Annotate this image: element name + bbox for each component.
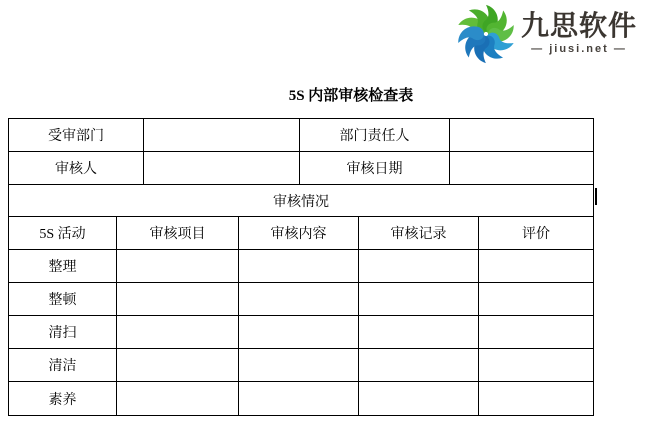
cell-shitsuke-item[interactable]	[117, 382, 239, 415]
table-row-seiso	[9, 316, 593, 349]
cell-seiketsu-content[interactable]	[239, 349, 359, 382]
table-row-seiton	[9, 283, 593, 316]
table-row-seiketsu	[9, 349, 593, 382]
table-row-seiri	[9, 250, 593, 283]
auditor-label: 审核人	[9, 152, 144, 185]
audit-date-label: 审核日期	[300, 152, 450, 185]
cell-seiso-evaluation[interactable]	[479, 316, 593, 349]
pinwheel-swirl-icon	[454, 3, 518, 65]
page-title: 5S 内部审核检查表	[288, 88, 414, 104]
audited-dept-value[interactable]	[144, 119, 300, 152]
cell-seiri-record[interactable]	[359, 250, 479, 283]
info-row-1	[9, 119, 593, 152]
col-header-5s-activity: 5S 活动	[9, 217, 117, 250]
activity-label-seiketsu: 清洁	[9, 349, 117, 382]
audit-status-section-header: 审核情况	[9, 185, 593, 217]
col-header-audit-content: 审核内容	[239, 217, 359, 250]
col-header-evaluation: 评价	[479, 217, 593, 250]
activity-label-seiton: 整顿	[9, 283, 117, 316]
audit-date-value[interactable]	[450, 152, 593, 185]
cell-seiketsu-evaluation[interactable]	[479, 349, 593, 382]
logo-brand-name: 九思软件	[521, 10, 638, 41]
table-row-shitsuke	[9, 382, 593, 415]
cell-seiton-record[interactable]	[359, 283, 479, 316]
col-header-audit-record: 审核记录	[359, 217, 479, 250]
cell-shitsuke-content[interactable]	[239, 382, 359, 415]
cell-seiton-content[interactable]	[239, 283, 359, 316]
cell-seiton-evaluation[interactable]	[479, 283, 593, 316]
dept-head-label: 部门责任人	[300, 119, 450, 152]
activity-label-seiso: 清扫	[9, 316, 117, 349]
activity-label-seiri: 整理	[9, 250, 117, 283]
text-cursor	[595, 188, 597, 205]
audited-dept-label: 受审部门	[9, 119, 144, 152]
cell-seiketsu-item[interactable]	[117, 349, 239, 382]
auditor-value[interactable]	[144, 152, 300, 185]
jiusi-logo	[454, 3, 637, 65]
dept-head-value[interactable]	[450, 119, 593, 152]
cell-seiso-content[interactable]	[239, 316, 359, 349]
cell-seiri-evaluation[interactable]	[479, 250, 593, 283]
cell-seiketsu-record[interactable]	[359, 349, 479, 382]
cell-seiri-item[interactable]	[117, 250, 239, 283]
cell-shitsuke-record[interactable]	[359, 382, 479, 415]
cell-seiton-item[interactable]	[117, 283, 239, 316]
cell-seiso-item[interactable]	[117, 316, 239, 349]
cell-seiso-record[interactable]	[359, 316, 479, 349]
info-row-2	[9, 152, 593, 185]
col-header-audit-item: 审核项目	[117, 217, 239, 250]
cell-seiri-content[interactable]	[239, 250, 359, 283]
logo-domain-text: — jiusi.net —	[531, 42, 627, 55]
audit-checklist-table	[8, 118, 594, 416]
cell-shitsuke-evaluation[interactable]	[479, 382, 593, 415]
column-header-row	[9, 217, 593, 250]
activity-label-shitsuke: 素养	[9, 382, 117, 415]
